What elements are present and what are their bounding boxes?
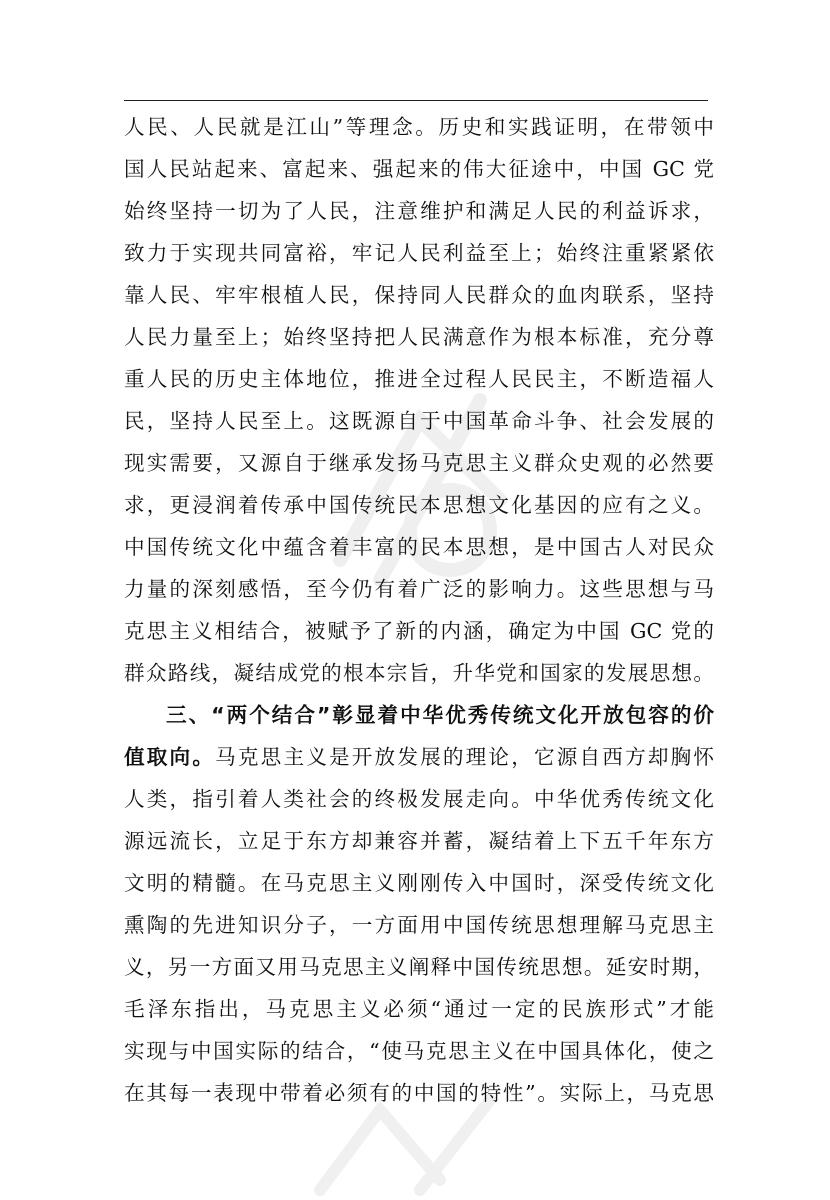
- text-line: 重人民的历史主体地位，推进全过程人民民主，不断造福人: [124, 367, 714, 391]
- paragraph-2: [124, 694, 714, 1114]
- text-line: 毛泽东指出，马克思主义必须“通过一定的民族形式”才能: [124, 997, 714, 1021]
- text-line: 靠人民、牢牢根植人民，保持同人民群众的血肉联系，坚持: [124, 283, 714, 307]
- section-heading-end: 值取向。: [124, 745, 216, 769]
- text-line: 群众路线，凝结成党的根本宗旨，升华党和国家的发展思想。: [124, 661, 714, 685]
- text-line: 义，另一方面又用马克思主义阐释中国传统思想。延安时期，: [124, 955, 714, 979]
- header-rule: [124, 100, 708, 101]
- text-line: 致力于实现共同富裕，牢记人民利益至上；始终注重紧紧依: [124, 241, 714, 265]
- body-text: [124, 106, 714, 1114]
- text-line: 求，更浸润着传承中国传统民本思想文化基因的应有之义。: [124, 493, 714, 517]
- text-line: 文明的精髓。在马克思主义刚刚传入中国时，深受传统文化: [124, 871, 714, 895]
- text-line: 人民、人民就是江山”等理念。历史和实践证明，在带领中: [124, 115, 714, 139]
- text-line: 民，坚持人民至上。这既源自于中国革命斗争、社会发展的: [124, 409, 714, 433]
- text-line: 熏陶的先进知识分子，一方面用中国传统思想理解马克思主: [124, 913, 714, 937]
- text-span: 马克思主义是开放发展的理论，它源自西方却胸怀: [215, 745, 714, 769]
- text-line: 国人民站起来、富起来、强起来的伟大征途中，中国 GC 党: [124, 157, 714, 181]
- text-line: 克思主义相结合，被赋予了新的内涵，确定为中国 GC 党的: [124, 619, 714, 643]
- text-line: 中国传统文化中蕴含着丰富的民本思想，是中国古人对民众: [124, 535, 714, 559]
- text-line: 现实需要，又源自于继承发扬马克思主义群众史观的必然要: [124, 451, 714, 475]
- text-line: 力量的深刻感悟，至今仍有着广泛的影响力。这些思想与马: [124, 577, 714, 601]
- text-line: [124, 736, 714, 778]
- text-line: 人类，指引着人类社会的终极发展走向。中华优秀传统文化: [124, 787, 714, 811]
- text-line: 实现与中国实际的结合，“使马克思主义在中国具体化，使之: [124, 1039, 714, 1063]
- text-line: 始终坚持一切为了人民，注意维护和满足人民的利益诉求，: [124, 199, 714, 223]
- section-heading: 三、“两个结合”彰显着中华优秀传统文化开放包容的价: [166, 703, 714, 727]
- paragraph-1: [124, 106, 714, 694]
- text-line: 人民力量至上；始终坚持把人民满意作为根本标准，充分尊: [124, 325, 714, 349]
- text-line: 源远流长，立足于东方却兼容并蓄，凝结着上下五千年东方: [124, 829, 714, 853]
- text-line: 在其每一表现中带着必须有的中国的特性”。实际上，马克思: [124, 1081, 714, 1105]
